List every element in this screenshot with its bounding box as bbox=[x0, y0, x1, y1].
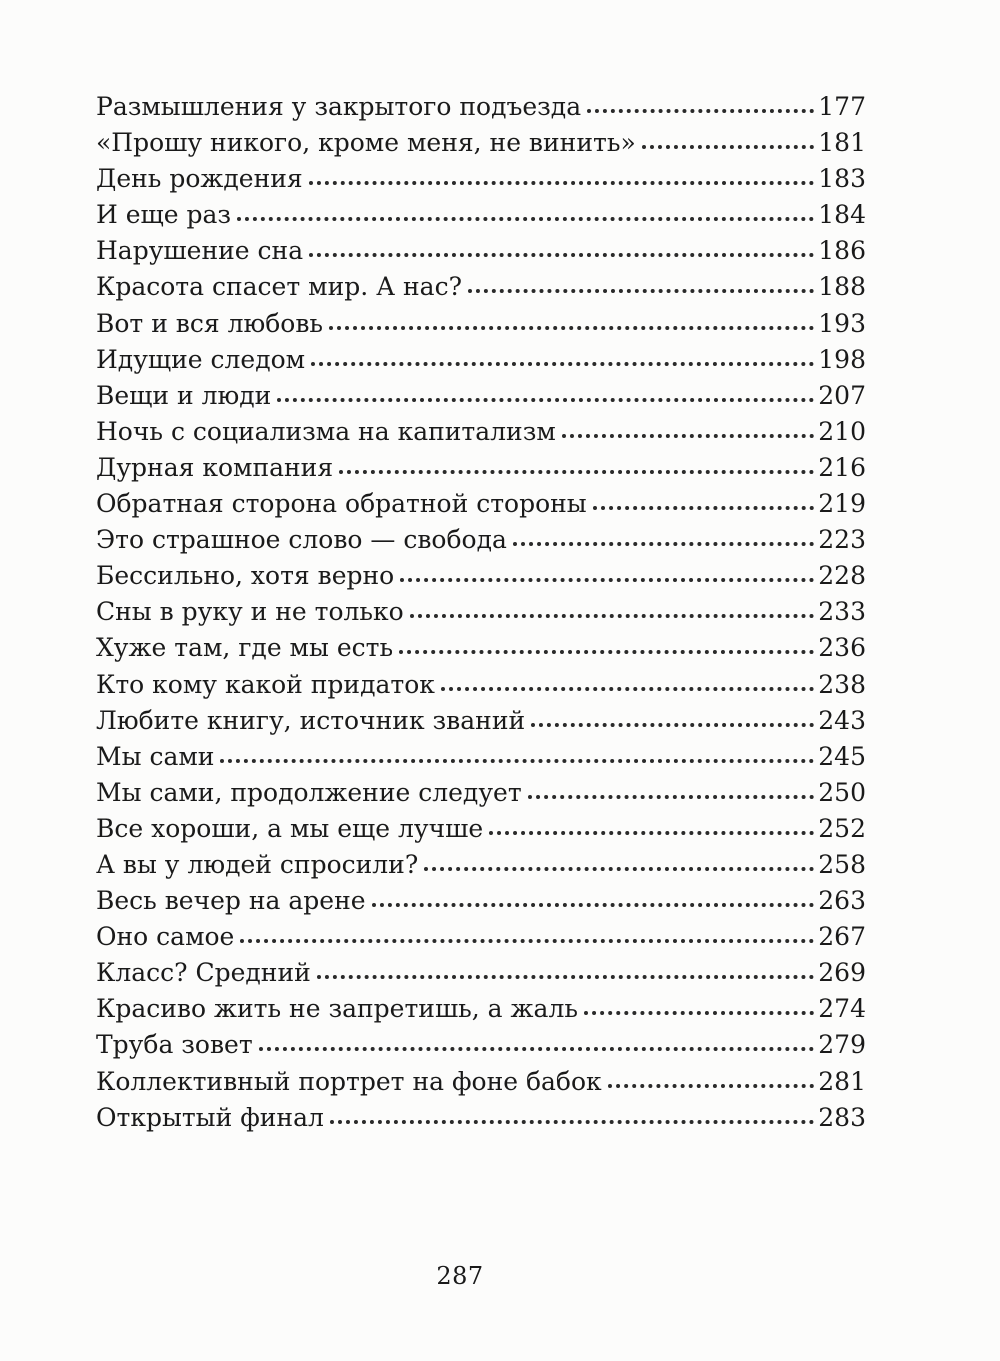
toc-entry-page: 263 bbox=[818, 886, 866, 916]
dot-leader bbox=[309, 249, 814, 257]
toc-entry bbox=[96, 1064, 866, 1100]
dot-leader bbox=[468, 285, 814, 293]
dot-leader bbox=[528, 791, 815, 799]
dot-leader bbox=[259, 1043, 815, 1051]
toc-entry-title: Обратная сторона обратной стороны bbox=[96, 489, 587, 519]
toc-entry-page: 183 bbox=[818, 164, 866, 194]
toc-entry bbox=[96, 1027, 866, 1063]
toc-entry-page: 177 bbox=[818, 92, 866, 121]
toc-entry bbox=[96, 89, 866, 125]
toc-entry-page: 216 bbox=[818, 452, 866, 482]
dot-leader bbox=[220, 755, 814, 763]
dot-leader bbox=[330, 1116, 814, 1124]
toc-entry-title: Красота спасет мир. А нас? bbox=[96, 272, 462, 302]
toc-entry-title: Кто кому какой придаток bbox=[96, 669, 435, 699]
toc-entry-page: 210 bbox=[818, 416, 866, 446]
toc-entry-title: Оно самое bbox=[96, 922, 235, 952]
toc-entry-page: 258 bbox=[818, 849, 866, 879]
dot-leader bbox=[587, 105, 814, 113]
dot-leader bbox=[399, 646, 814, 654]
dot-leader bbox=[277, 394, 814, 402]
toc-entry-title: Вещи и люди bbox=[96, 380, 272, 410]
toc-entry bbox=[96, 522, 866, 558]
toc-entry-title: Размышления у закрытого подъезда bbox=[96, 92, 582, 121]
toc-entry-page: 281 bbox=[818, 1066, 866, 1096]
dot-leader bbox=[400, 574, 814, 582]
toc-entry-title: Ночь с социализма на капитализм bbox=[96, 416, 556, 446]
toc-entry-page: 186 bbox=[818, 236, 866, 266]
toc-entry-title: И еще раз bbox=[96, 200, 232, 230]
toc-entry-page: 219 bbox=[818, 489, 866, 519]
toc-entry-page: 184 bbox=[818, 200, 866, 230]
toc-entry-page: 279 bbox=[818, 1030, 866, 1060]
dot-leader bbox=[329, 322, 814, 330]
toc-entry bbox=[96, 450, 866, 486]
dot-leader bbox=[593, 502, 815, 510]
toc-entry bbox=[96, 558, 866, 594]
toc-entry-page: 223 bbox=[818, 525, 866, 555]
toc-entry bbox=[96, 667, 866, 703]
toc-entry bbox=[96, 703, 866, 739]
toc-entry-title: День рождения bbox=[96, 164, 303, 194]
toc-entry-title: Нарушение сна bbox=[96, 236, 304, 266]
toc-entry bbox=[96, 811, 866, 847]
toc-entry-title: Сны в руку и не только bbox=[96, 597, 404, 627]
toc-entry-page: 198 bbox=[818, 344, 866, 374]
toc-entry-title: Хуже там, где мы есть bbox=[96, 633, 394, 663]
toc-entry-title: Труба зовет bbox=[96, 1030, 253, 1060]
dot-leader bbox=[441, 683, 814, 691]
toc-entry-title: Любите книгу, источник званий bbox=[96, 705, 526, 735]
toc-entry-page: 238 bbox=[818, 669, 866, 699]
dot-leader bbox=[339, 466, 814, 474]
toc-entry bbox=[96, 991, 866, 1027]
dot-leader bbox=[513, 538, 814, 546]
toc-entry bbox=[96, 630, 866, 666]
toc-entry-title: Идущие следом bbox=[96, 344, 306, 374]
toc-entry-page: 267 bbox=[818, 922, 866, 952]
dot-leader bbox=[424, 863, 814, 871]
toc-entry bbox=[96, 594, 866, 630]
toc-entry-title: Открытый финал bbox=[96, 1102, 324, 1132]
dot-leader bbox=[608, 1080, 815, 1088]
toc-entry bbox=[96, 739, 866, 775]
toc-entry-page: 188 bbox=[818, 272, 866, 302]
toc-entry-page: 243 bbox=[818, 705, 866, 735]
toc-entry-page: 283 bbox=[818, 1102, 866, 1132]
page-number: 287 bbox=[436, 1262, 484, 1290]
toc-entry bbox=[96, 233, 866, 269]
toc-entry bbox=[96, 125, 866, 161]
toc-entry-title: Коллективный портрет на фоне бабок bbox=[96, 1066, 602, 1096]
dot-leader bbox=[584, 1007, 814, 1015]
toc-entry-page: 250 bbox=[818, 777, 866, 807]
toc-entry-page: 245 bbox=[818, 741, 866, 771]
toc-entry bbox=[96, 414, 866, 450]
toc-entry bbox=[96, 847, 866, 883]
toc-entry bbox=[96, 342, 866, 378]
toc-entry bbox=[96, 378, 866, 414]
dot-leader bbox=[237, 213, 814, 221]
toc-entry-title: Это страшное слово — свобода bbox=[96, 525, 507, 555]
dot-leader bbox=[642, 141, 815, 149]
toc-entry bbox=[96, 1100, 866, 1136]
toc-entry-title: Весь вечер на арене bbox=[96, 886, 366, 916]
toc-entry-title: А вы у людей спросили? bbox=[96, 849, 419, 879]
toc-entry bbox=[96, 955, 866, 991]
dot-leader bbox=[531, 719, 814, 727]
toc-entry-title: «Прошу никого, кроме меня, не винить» bbox=[96, 128, 636, 158]
toc-entry-title: Красиво жить не запретишь, а жаль bbox=[96, 994, 578, 1024]
dot-leader bbox=[562, 430, 814, 438]
dot-leader bbox=[309, 177, 815, 185]
toc-entry-title: Все хороши, а мы еще лучше bbox=[96, 813, 484, 843]
toc-entry-page: 193 bbox=[818, 308, 866, 338]
toc-entry-title: Класс? Средний bbox=[96, 958, 311, 988]
toc-entry-page: 207 bbox=[818, 380, 866, 410]
toc-entry-page: 233 bbox=[818, 597, 866, 627]
toc-entry-title: Мы сами, продолжение следует bbox=[96, 777, 522, 807]
toc-entry bbox=[96, 775, 866, 811]
toc-entry-page: 236 bbox=[818, 633, 866, 663]
dot-leader bbox=[410, 610, 815, 618]
toc-entry-title: Мы сами bbox=[96, 741, 215, 771]
toc-entry-page: 228 bbox=[818, 561, 866, 591]
toc-entry-page: 181 bbox=[818, 128, 866, 158]
toc-entry bbox=[96, 161, 866, 197]
toc-entry-page: 252 bbox=[818, 813, 866, 843]
dot-leader bbox=[311, 358, 814, 366]
toc-entry-page: 274 bbox=[818, 994, 866, 1024]
toc-entry bbox=[96, 197, 866, 233]
dot-leader bbox=[240, 935, 814, 943]
table-of-contents bbox=[96, 89, 866, 1136]
toc-entry bbox=[96, 269, 866, 305]
toc-entry bbox=[96, 919, 866, 955]
dot-leader bbox=[372, 899, 815, 907]
toc-entry-page: 269 bbox=[818, 958, 866, 988]
toc-entry bbox=[96, 883, 866, 919]
toc-entry-title: Бессильно, хотя верно bbox=[96, 561, 395, 591]
toc-entry bbox=[96, 486, 866, 522]
toc-entry-title: Вот и вся любовь bbox=[96, 308, 324, 338]
dot-leader bbox=[489, 827, 814, 835]
toc-entry-title: Дурная компания bbox=[96, 452, 334, 482]
toc-entry bbox=[96, 306, 866, 342]
dot-leader bbox=[317, 971, 814, 979]
